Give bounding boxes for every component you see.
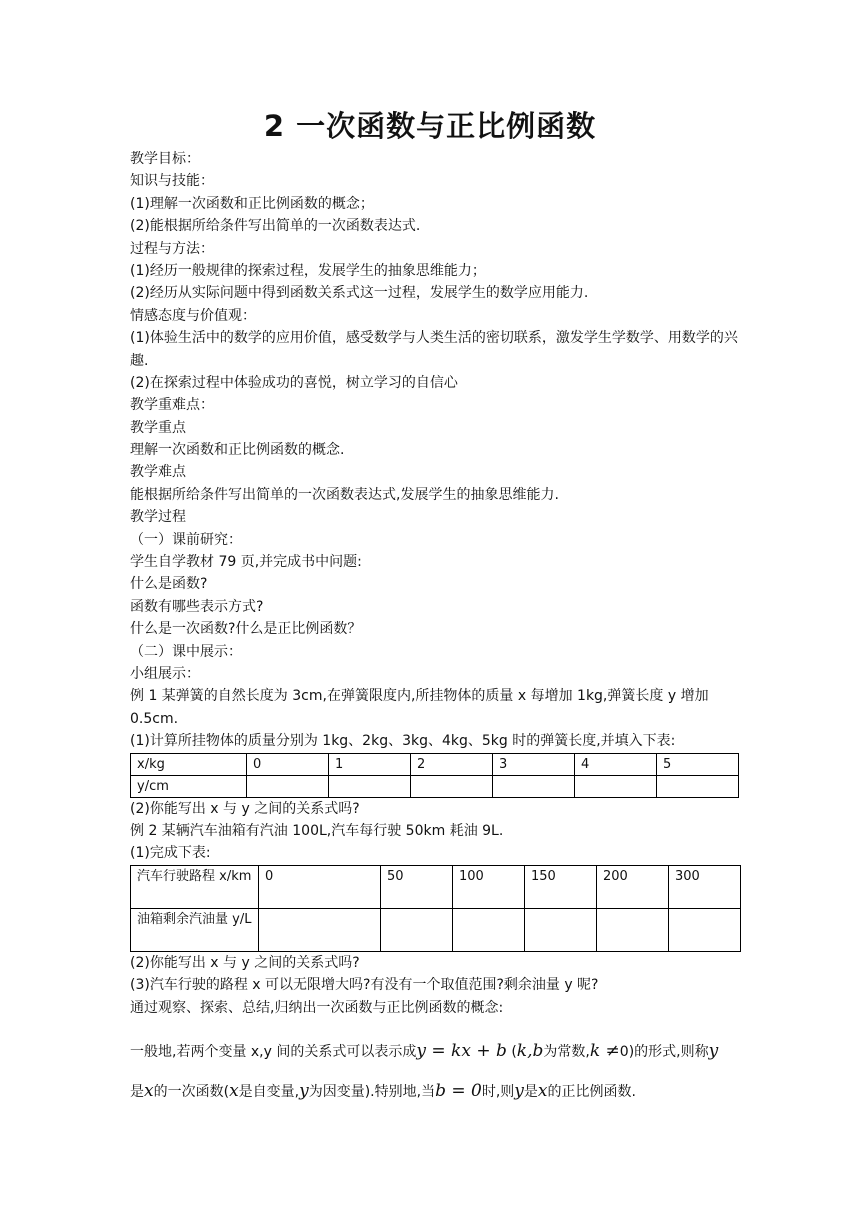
text-line: 知识与技能：	[130, 173, 214, 190]
text-line: 小组展示：	[130, 666, 200, 682]
table-cell: 2	[411, 753, 493, 775]
table-cell: 0	[259, 865, 381, 908]
text-line: (2)你能写出 x 与 y 之间的关系式吗?	[130, 954, 360, 971]
formula-y: y	[708, 1040, 719, 1061]
definition-text: 的正比例函数.	[547, 1083, 636, 1100]
definition-text: 0)的形式,则称	[619, 1043, 709, 1060]
table-cell: 100	[453, 865, 525, 908]
text-line: (1)经历一般规律的探索过程，发展学生的抽象思维能力；	[130, 262, 486, 279]
definition-text: 是	[523, 1083, 538, 1100]
table-cell: 300	[669, 865, 741, 908]
table-cell: 0	[247, 753, 329, 775]
page-title: 2 一次函数与正比例函数	[263, 109, 597, 143]
definition-text: 的一次函数(	[153, 1083, 230, 1100]
text-line: 学生自学教材 79 页,并完成书中问题:	[130, 554, 362, 571]
table-cell	[259, 908, 381, 951]
text-line: 什么是一次函数?什么是正比例函数？	[130, 621, 362, 638]
document-body	[130, 148, 740, 1111]
text-line: 例 2 某辆汽车油箱有汽油 100L,汽车每行驶 50km 耗油 9L.	[130, 822, 504, 839]
table-cell: 5	[657, 753, 739, 775]
table-row	[131, 775, 739, 797]
table-row	[131, 865, 741, 908]
formula-x: x	[229, 1080, 239, 1101]
table-cell	[411, 775, 493, 797]
text-line: 教学重难点：	[130, 397, 214, 414]
text-line: 教学重点	[130, 419, 186, 436]
table-cell	[525, 908, 597, 951]
table-cell	[381, 908, 453, 951]
definition-text: (	[511, 1043, 517, 1060]
text-line: 情感态度与价值观：	[130, 307, 256, 324]
definition-text: 一般地,若两个变量 x,y 间的关系式可以表示成	[130, 1043, 417, 1060]
definition-text: 为常数,	[543, 1043, 590, 1060]
table-cell: 3	[493, 753, 575, 775]
table-cell	[597, 908, 669, 951]
text-line: 通过观察、探索、总结,归纳出一次函数与正比例函数的概念:	[130, 999, 504, 1016]
definition-text: 是自变量,	[238, 1083, 300, 1100]
definition-text: 时,则	[481, 1083, 515, 1100]
formula-b-zero: b = 0	[435, 1080, 482, 1101]
formula-constants: k,b	[516, 1040, 544, 1061]
formula-y: y	[299, 1080, 309, 1101]
example-1-text: 例 1 某弹簧的自然长度为 3cm,在弹簧限度内,所挂物体的质量 x 每增加 1kg,弹簧长度 y 增加 0.5cm.	[130, 688, 709, 727]
formula-k-nonzero: k ≠	[589, 1040, 620, 1061]
table-cell	[247, 775, 329, 797]
table-cell: 1	[329, 753, 411, 775]
definition-text: 是	[130, 1083, 144, 1100]
formula-y: y	[514, 1080, 524, 1101]
text-line: 教学难点	[130, 464, 186, 481]
text-line: (2)能根据所给条件写出简单的一次函数表达式.	[130, 218, 421, 235]
fuel-table	[130, 865, 741, 952]
text-line: 理解一次函数和正比例函数的概念.	[130, 442, 345, 459]
definition-line-1	[130, 1031, 740, 1071]
table-cell: 油箱剩余汽油量 y/L	[131, 908, 259, 951]
formula-x: x	[537, 1080, 548, 1101]
formula-x: x	[144, 1080, 154, 1101]
text-line: (3)汽车行驶的路程 x 可以无限增大吗?有没有一个取值范围?剩余油量 y 呢?	[130, 977, 599, 994]
text-line: (1)计算所挂物体的质量分别为 1kg、2kg、3kg、4kg、5kg 时的弹簧长度,并填入下表:	[130, 733, 676, 750]
table-cell	[575, 775, 657, 797]
table-cell	[657, 775, 739, 797]
text-line: (1)理解一次函数和正比例函数的概念；	[130, 195, 374, 212]
formula-linear: y = kx + b	[416, 1040, 507, 1061]
table-cell: 150	[525, 865, 597, 908]
text-line: (1)完成下表:	[130, 845, 211, 862]
table-cell: 50	[381, 865, 453, 908]
text-line: 教学过程	[130, 509, 186, 526]
table-cell	[493, 775, 575, 797]
table-cell: y/cm	[131, 775, 247, 797]
text-line: （一）课前研究：	[130, 531, 242, 548]
table-row	[131, 753, 739, 775]
definition-line-2	[130, 1071, 740, 1111]
text-line: (2)在探索过程中体验成功的喜悦，树立学习的自信心	[130, 374, 458, 391]
text-line: (2)你能写出 x 与 y 之间的关系式吗?	[130, 800, 360, 817]
table-cell	[453, 908, 525, 951]
text-line: （二）课中展示：	[130, 643, 242, 660]
text-line: 什么是函数?	[130, 576, 208, 593]
text-paragraph: (1)体验生活中的数学的应用价值，感受数学与人类生活的密切联系，激发学生学数学、用数学的兴趣.	[130, 330, 738, 369]
table-cell	[669, 908, 741, 951]
table-cell: 4	[575, 753, 657, 775]
table-cell: 200	[597, 865, 669, 908]
text-line: 教学目标：	[130, 151, 200, 167]
spring-length-table	[130, 753, 739, 798]
text-line: (2)经历从实际问题中得到函数关系式这一过程，发展学生的数学应用能力.	[130, 285, 589, 302]
table-cell: x/kg	[131, 753, 247, 775]
text-line: 能根据所给条件写出简单的一次函数表达式,发展学生的抽象思维能力.	[130, 486, 559, 503]
definition-text: 为因变量).特别地,当	[308, 1083, 436, 1100]
table-cell	[329, 775, 411, 797]
text-line: 过程与方法：	[130, 240, 214, 257]
table-cell: 汽车行驶路程 x/km	[131, 865, 259, 908]
text-line: 函数有哪些表示方式?	[130, 598, 264, 615]
table-row	[131, 908, 741, 951]
